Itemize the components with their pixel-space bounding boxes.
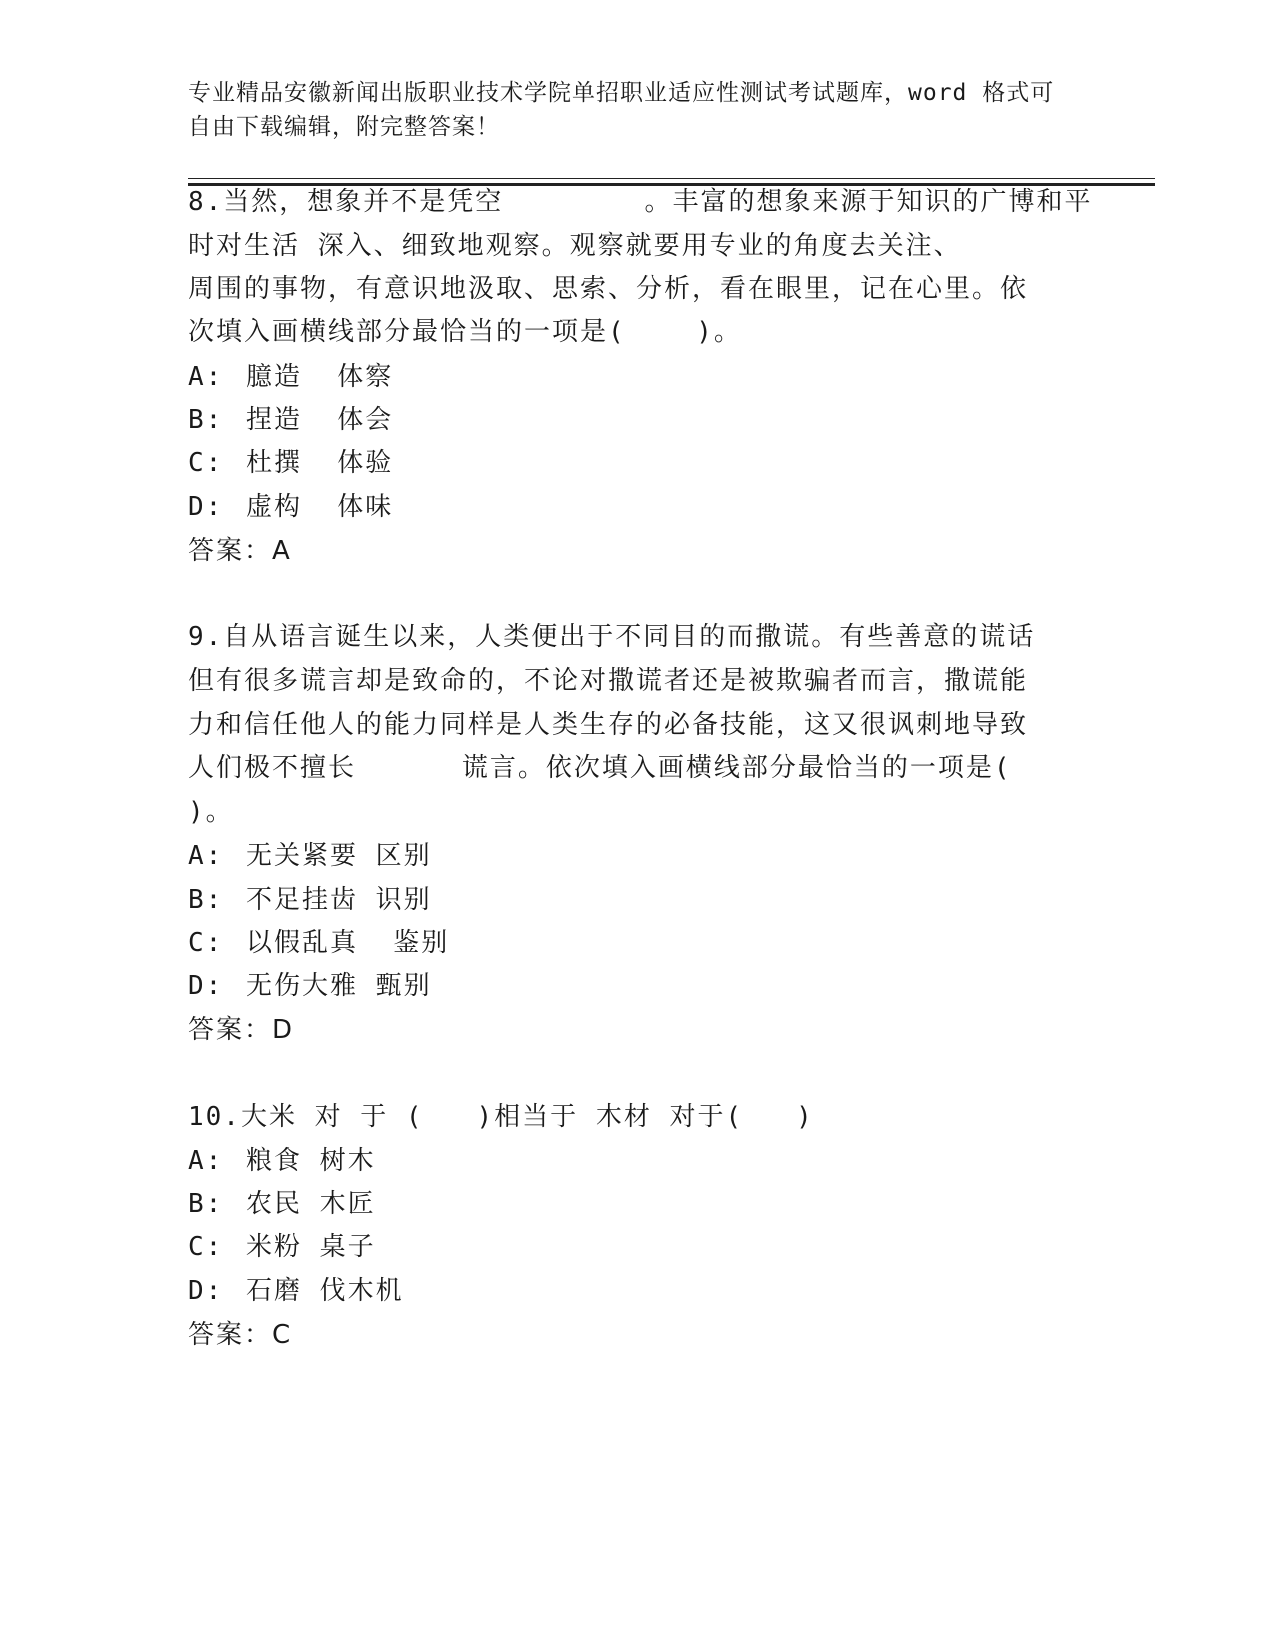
option-d <box>188 492 393 522</box>
option-text: 以假乱真 鉴别 <box>246 928 450 958</box>
option-d <box>188 971 432 1001</box>
answer-line: 答案：D <box>188 1015 295 1045</box>
header-divider-thick <box>188 183 1155 186</box>
option-label: D: <box>188 1276 224 1306</box>
header-line-1: 专业精品安徽新闻出版职业技术学院单招职业适应性测试考试题库，word 格式可 <box>188 80 1055 106</box>
option-c <box>188 448 393 478</box>
question-text-line: 力和信任他人的能力同样是人类生存的必备技能，这又很讽刺地导致 <box>188 710 1029 740</box>
question-text-line: 周围的事物，有意识地汲取、思索、分析，看在眼里，记在心里。依 <box>188 274 1029 304</box>
question-text-line: 但有很多谎言却是致命的，不论对撒谎者还是被欺骗者而言，撒谎能 <box>188 666 1029 696</box>
option-label: C: <box>188 1232 224 1262</box>
option-d <box>188 1276 404 1306</box>
option-label: A: <box>188 841 224 871</box>
option-a <box>188 362 393 392</box>
option-b <box>188 885 432 915</box>
header-line-2: 自由下载编辑，附完整答案！ <box>188 114 500 140</box>
question-text-line: 时对生活 深入、细致地观察。观察就要用专业的角度去关注、 <box>188 231 962 261</box>
answer-line: 答案：C <box>188 1320 293 1350</box>
option-b <box>188 1189 376 1219</box>
option-label: C: <box>188 928 224 958</box>
option-text: 米粉 桌子 <box>246 1232 376 1262</box>
question-text-line: 次填入画横线部分最恰当的一项是( )。 <box>188 317 742 347</box>
option-label: B: <box>188 885 224 915</box>
page-header <box>188 76 1068 144</box>
option-text: 石磨 伐木机 <box>246 1276 404 1306</box>
question-text-line: 10.大米 对 于 ( )相当于 木材 对于( ) <box>188 1102 814 1132</box>
option-a <box>188 1146 376 1176</box>
question-text-line: 人们极不擅长 谎言。依次填入画横线部分最恰当的一项是( <box>188 753 1012 783</box>
option-text: 虚构 体味 <box>246 492 394 522</box>
header-divider-thin <box>188 178 1155 179</box>
option-text: 杜撰 体验 <box>246 448 394 478</box>
option-c <box>188 1232 376 1262</box>
option-label: B: <box>188 1189 224 1219</box>
option-text: 农民 木匠 <box>246 1189 376 1219</box>
option-label: D: <box>188 492 224 522</box>
option-b <box>188 405 393 435</box>
option-label: A: <box>188 1146 224 1176</box>
option-text: 粮食 树木 <box>246 1146 376 1176</box>
option-text: 捏造 体会 <box>246 405 394 435</box>
option-label: B: <box>188 405 224 435</box>
question-text-line: 8.当然，想象并不是凭空 。丰富的想象来源于知识的广博和平 <box>188 187 1093 217</box>
question-text-line: 9.自从语言诞生以来，人类便出于不同目的而撒谎。有些善意的谎话 <box>188 622 1036 652</box>
option-label: C: <box>188 448 224 478</box>
option-text: 无伤大雅 甄别 <box>246 971 432 1001</box>
option-label: D: <box>188 971 224 1001</box>
option-text: 臆造 体察 <box>246 362 394 392</box>
option-c <box>188 928 449 958</box>
option-text: 不足挂齿 识别 <box>246 885 432 915</box>
option-label: A: <box>188 362 224 392</box>
question-text-line: )。 <box>188 797 234 827</box>
option-text: 无关紧要 区别 <box>246 841 432 871</box>
option-a <box>188 841 432 871</box>
answer-line: 答案：A <box>188 536 292 566</box>
